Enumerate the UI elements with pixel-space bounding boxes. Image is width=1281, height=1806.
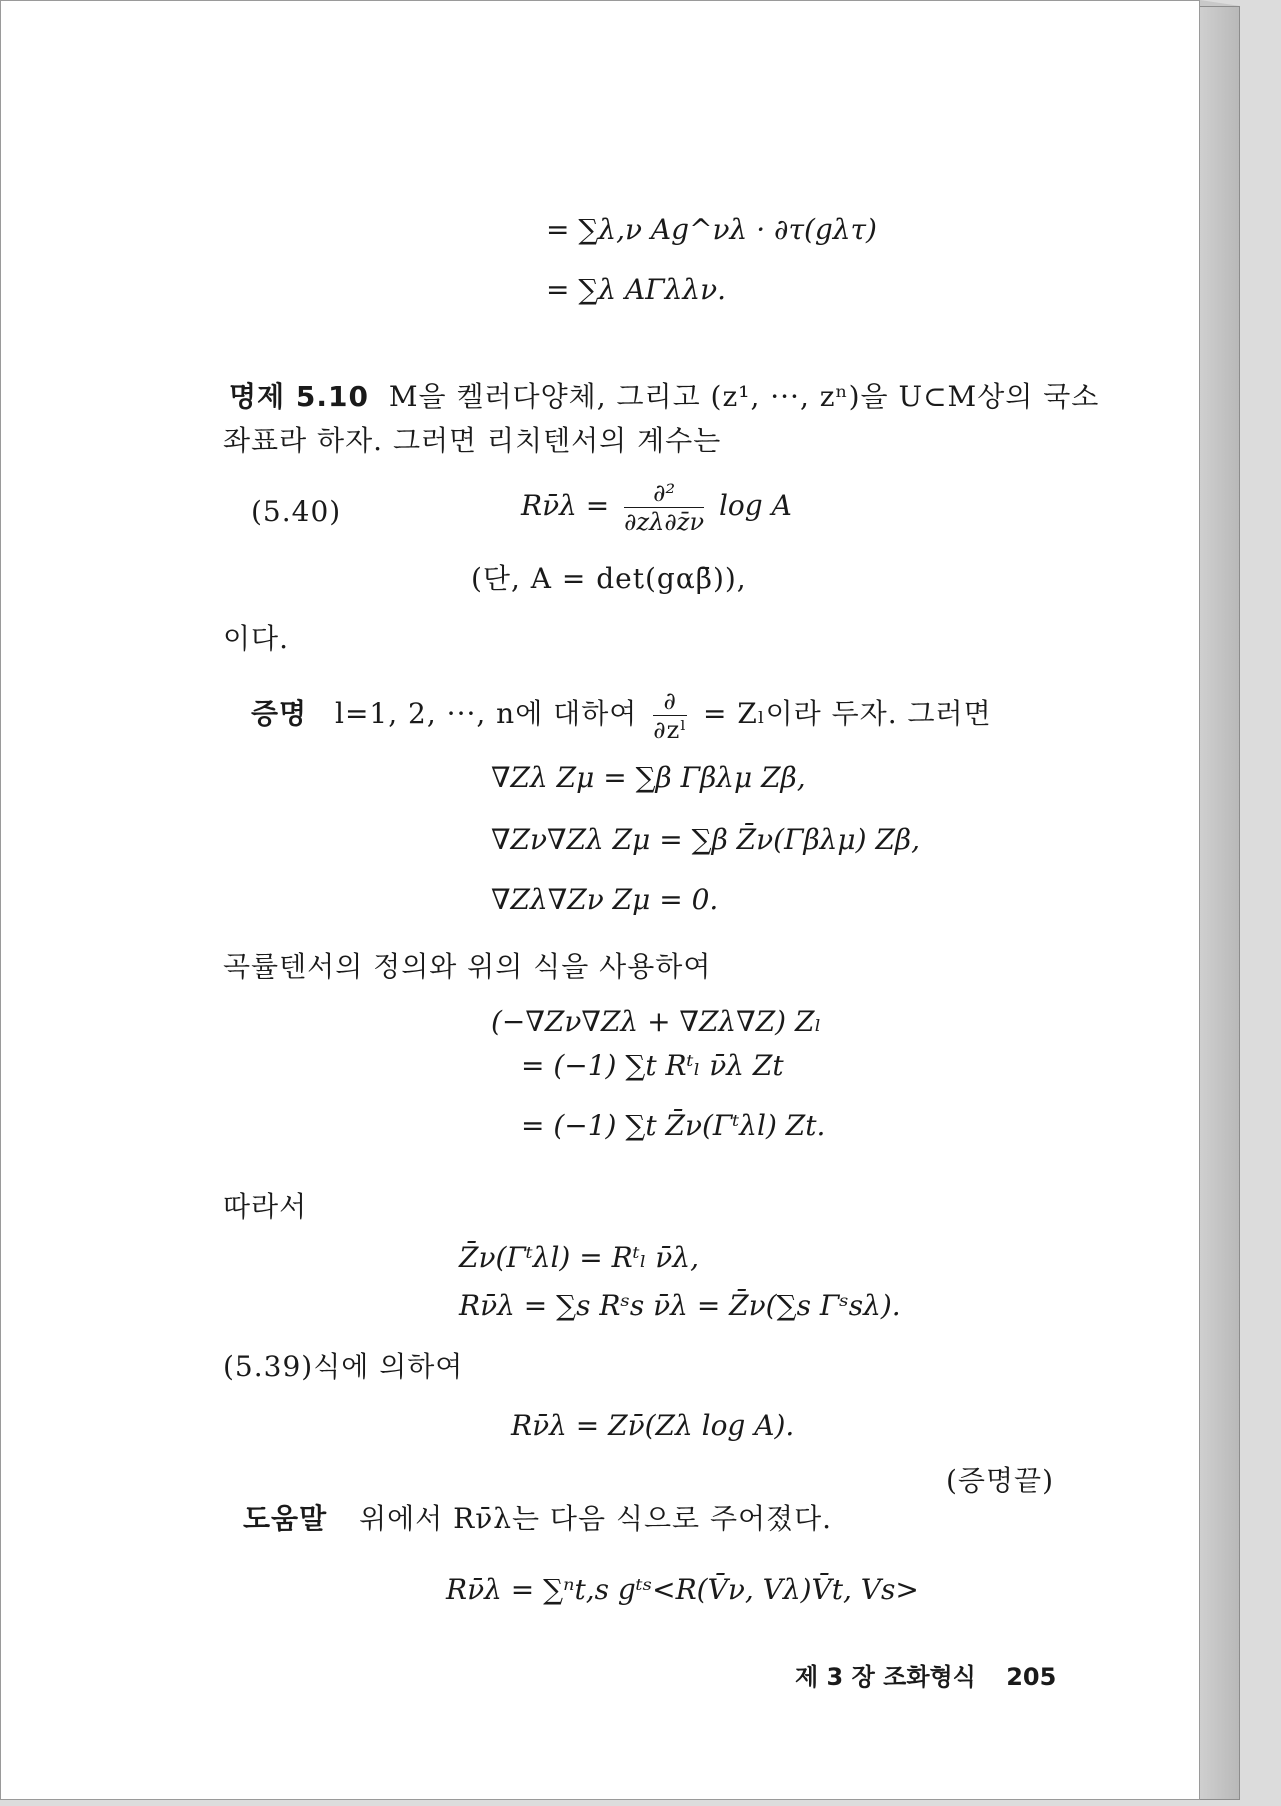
note-line [243,1497,832,1537]
proposition-text: 좌표라 하자. 그러면 리치텐서의 계수는 [223,424,722,457]
chapter-title: 제 3 장 조화형식 [795,1663,976,1691]
equation-line: = ∑λ,ν Ag^νλ · ∂τ(gλτ) [546,213,877,246]
text-line: (5.39)식에 의하여 [223,1350,464,1383]
equation-line: = ∑λ AΓλλν. [546,273,727,306]
proof-text: l=1, 2, ···, n에 대하여 [335,697,638,730]
fraction-denominator: ∂zˡ [653,716,688,744]
note-label: 도움말 [243,1502,328,1535]
equation-line: Rν̄λ = ∑s Rˢs ν̄λ = Z̄ν(∑s Γˢsλ). [459,1289,901,1322]
proof-text: = Zₗ이라 두자. 그러면 [703,697,992,730]
text-line: 이다. [223,622,289,655]
equation-line: = (−1) ∑t Rᵗₗ ν̄λ Zt [521,1049,784,1082]
fraction-denominator: ∂zλ∂z̄ν [624,508,705,536]
fraction-numerator: ∂² [624,479,704,508]
running-footer [795,1657,1056,1692]
proof-label: 증명 [251,697,308,730]
equation-line: Z̄ν(Γᵗλl) = Rᵗₗ ν̄λ, [459,1241,699,1274]
text-line: 곡률텐서의 정의와 위의 식을 사용하여 [223,950,712,983]
qed-mark: (증명끝) [946,1464,1054,1497]
proof-line [251,687,992,744]
equation-lhs: Rν̄λ = [521,489,610,522]
page-number: 205 [1006,1663,1057,1691]
note-text: 위에서 Rν̄λ는 다음 식으로 주어졌다. [359,1502,833,1535]
equation-rhs: log A [718,489,792,522]
equation-number: (5.40) [251,495,342,528]
equation-line: (−∇Zν∇Zλ + ∇Zλ∇Z) Zₗ [491,1005,822,1038]
equation-line: Rν̄λ = ∑ⁿt,s gᵗˢ<R(V̄ν, Vλ)V̄t, Vs> [446,1573,919,1606]
page-edge-shadow [1200,6,1240,1800]
proposition-text: M을 켈러다양체, 그리고 (z¹, ···, zⁿ)을 U⊂M상의 국소 [388,380,1100,413]
equation-line: Rν̄λ = Zν̄(Zλ log A). [511,1409,795,1442]
proposition-line [229,375,1099,415]
equation-line: ∇Zλ Zμ = ∑β Γβλμ Zβ, [491,761,806,794]
equation-line: = (−1) ∑t Z̄ν(Γᵗλl) Zt. [521,1109,826,1142]
proposition-label: 명제 5.10 [229,380,369,413]
equation-line: ∇Zν∇Zλ Zμ = ∑β Z̄ν(Γβλμ) Zβ, [491,823,920,856]
fraction [624,479,704,536]
text-line: 따라서 [223,1190,308,1223]
fraction-numerator: ∂ [653,687,687,716]
equation-line: ∇Zλ∇Zν Zμ = 0. [491,883,719,916]
fraction [653,687,687,744]
equation-condition: (단, A = det(gαβ̄)), [471,562,747,595]
equation-5-40 [521,479,792,536]
